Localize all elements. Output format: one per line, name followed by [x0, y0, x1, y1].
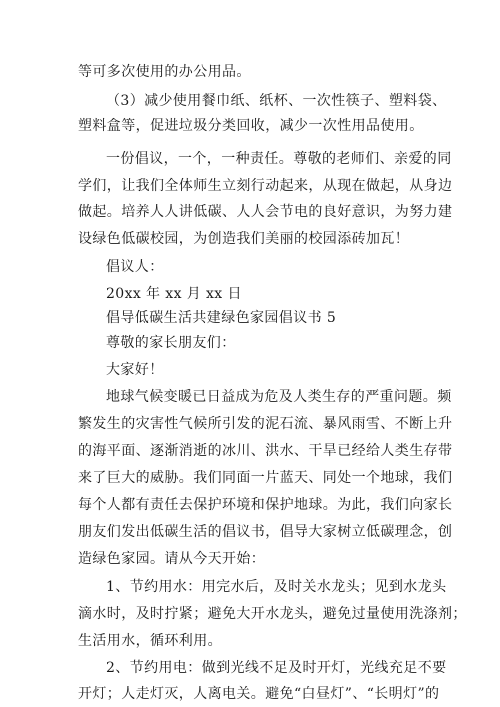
list-item: 1、节约用水：用完水后，及时关水龙头；见到水龙头 — [106, 579, 447, 595]
text-line: 生活用水，循环利用。 — [78, 633, 222, 649]
text-line: 设绿色低碳校园，为创造我们美丽的校园添砖加瓦！ — [78, 231, 410, 247]
text-line: 繁发生的灾害性气候所引发的泥石流、暴风雨雪、不断上升 — [78, 416, 453, 432]
text-line: 的海平面、逐渐消逝的冰川、洪水、干旱已经给人类生存带 — [78, 443, 453, 459]
text-line: 地球气候变暖已日益成为危及人类生存的严重问题。频 — [106, 389, 452, 405]
signature-label: 倡议人： — [106, 259, 164, 275]
text-line: 来了巨大的威胁。我们同面一片蓝天、同处一个地球，我们 — [78, 470, 453, 486]
text-line: 朋友们发出低碳生活的倡议书，倡导大家树立低碳理念，创 — [78, 524, 453, 540]
text-line: 每个人都有责任去保护环境和保护地球。为此，我们向家长 — [78, 497, 453, 513]
date-line: 20xx 年 xx 月 xx 日 — [106, 286, 242, 302]
list-item: 2、节约用电：做到光线不足及时开灯，光线充足不要 — [106, 660, 447, 676]
salutation: 尊敬的家长朋友们： — [106, 335, 236, 351]
text-line: 一份倡议，一个，一种责任。尊敬的老师们、亲爱的同 — [106, 151, 452, 167]
text-line: 塑料盒等，促进垃圾分类回收，减少一次性用品使用。 — [78, 118, 424, 134]
text-line: 学们，让我们全体师生立刻行动起来，从现在做起，从身边 — [78, 178, 453, 194]
text-line: 做起。培养人人讲低碳、人人会节电的良好意识，为努力建 — [78, 204, 453, 220]
text-line: 开灯；人走灯灭，人离电关。避免“白昼灯”、“长明灯”的 — [78, 686, 440, 702]
text-line: （3）减少使用餐巾纸、纸杯、一次性筷子、塑料袋、 — [106, 93, 447, 109]
text-line: 滴水时，及时拧紧；避免大开水龙头，避免过量使用洗涤剂； — [78, 606, 467, 622]
greeting: 大家好！ — [106, 362, 164, 378]
text-line: 造绿色家园。请从今天开始： — [78, 551, 266, 567]
text-line: 等可多次使用的办公用品。 — [78, 64, 251, 80]
section-title: 倡导低碳生活共建绿色家园倡议书 5 — [106, 310, 337, 326]
